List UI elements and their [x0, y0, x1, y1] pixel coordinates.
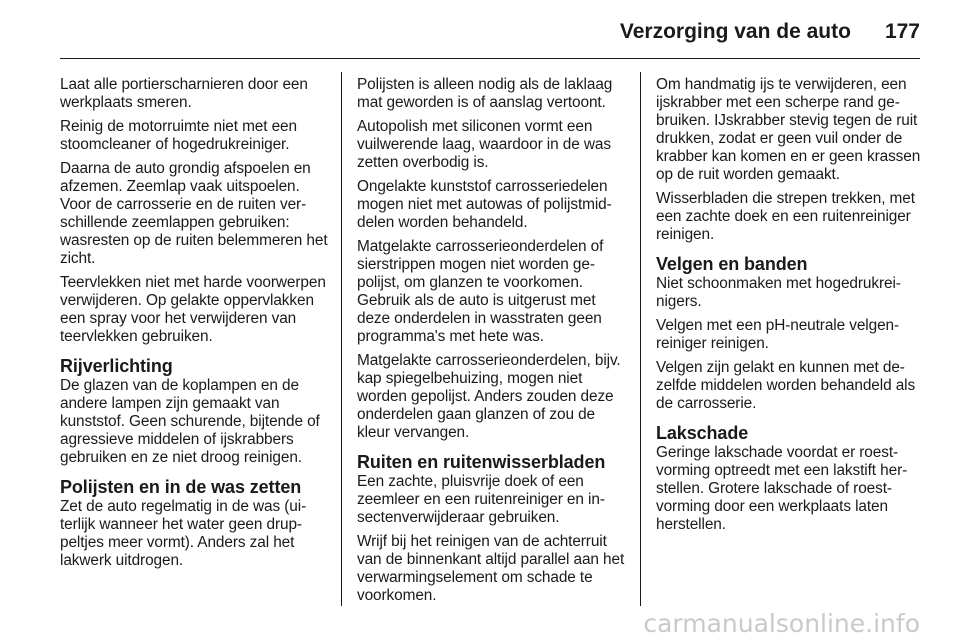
paragraph: Ongelakte kunststof carrosseriedelen mogen niet met autowas of polijstmiddelen worden behandeld.: [357, 178, 612, 231]
column-1: [60, 76, 328, 576]
page-title: Verzorging van de auto: [619, 20, 851, 43]
column-divider-2: [640, 72, 641, 606]
page-header: [60, 14, 920, 50]
paragraph: Zet de auto regelmatig in de was (uiterlijk wanneer het water geen druppeltjes meer vormt). Anders zal het lakwerk uitdrogen.: [60, 498, 307, 569]
paragraph: Teervlekken niet met harde voorwerpen verwijderen. Op gelakte oppervlakken een spray voor het verwijderen van teervlekken gebruiken.: [60, 274, 326, 345]
column-2: [357, 76, 629, 611]
page-number: 177: [884, 20, 920, 43]
paragraph: De glazen van de koplampen en de andere lampen zijn gemaakt van kunststof. Geen schurende, bijtende of agressieve middelen of ijskrabbers gebruiken en ze niet droog reinigen.: [60, 377, 320, 466]
section-heading: Rijverlichting: [60, 356, 173, 376]
paragraph: Polijsten is alleen nodig als de laklaag mat geworden is of aanslag vertoont.: [357, 76, 613, 111]
paragraph: Daarna de auto grondig afspoelen en afzemen. Zeemlap vaak uitspoelen. Voor de carrosserie en de ruiten verschillende zeemlappen gebruiken: wasresten op de ruiten belemmeren het zicht.: [60, 160, 328, 267]
column-divider-1: [341, 72, 342, 606]
paragraph: Reinig de motorruimte niet met een stoomcleaner of hogedrukreiniger.: [60, 118, 297, 153]
paragraph: Een zachte, pluisvrije doek of een zeemleer en een ruitenreiniger en insectenverwijderaar gebruiken.: [357, 473, 605, 526]
paragraph: Wisserbladen die strepen trekken, met een zachte doek en een ruitenreiniger reinigen.: [656, 190, 915, 243]
section-heading: Polijsten en in de was zetten: [60, 477, 302, 497]
paragraph: Niet schoonmaken met hogedrukreinigers.: [656, 275, 901, 310]
paragraph: Velgen met een pH-neutrale velgenreiniger reinigen.: [656, 317, 900, 352]
watermark: carmanualsonline.info: [643, 609, 920, 638]
paragraph: Matgelakte carrosserieonderdelen, bijv. kap spiegelbehuizing, mogen niet worden gepolijst. Anders zouden deze onderdelen gaan glanzen of zou de kleur vervangen.: [357, 352, 621, 441]
paragraph: Om handmatig ijs te verwijderen, een ijskrabber met een scherpe rand gebruiken. IJskrabber stevig tegen de ruit drukken, zodat er geen vuil onder de krabber kan komen en er geen krassen op de ruit worden gemaakt.: [656, 76, 921, 183]
section-heading: Velgen en banden: [656, 254, 808, 274]
paragraph: Matgelakte carrosserieonderdelen of sierstrippen mogen niet worden gepolijst, om glanzen te voorkomen. Gebruik als de auto is uitgerust met deze onderdelen in wasstraten geen programma's met hete was.: [357, 238, 604, 345]
header-rule: [60, 58, 920, 59]
section-heading: Ruiten en ruitenwisserbladen: [357, 452, 606, 472]
section-heading: Lakschade: [656, 423, 749, 443]
paragraph: Velgen zijn gelakt en kunnen met dezelfde middelen worden behandeld als de carrosserie.: [656, 359, 916, 412]
paragraph: Laat alle portierscharnieren door een werkplaats smeren.: [60, 76, 308, 111]
paragraph: Wrijf bij het reinigen van de achterruit van de binnenkant altijd parallel aan het verwarmingselement om schade te voorkomen.: [357, 533, 625, 604]
paragraph: Geringe lakschade voordat er roestvorming optreedt met een lakstift herstellen. Grotere lakschade of roestvorming door een werkplaats laten herstellen.: [656, 444, 908, 533]
column-3: [656, 76, 926, 540]
paragraph: Autopolish met siliconen vormt een vuilwerende laag, waardoor in de was zetten overbodig is.: [357, 118, 611, 171]
